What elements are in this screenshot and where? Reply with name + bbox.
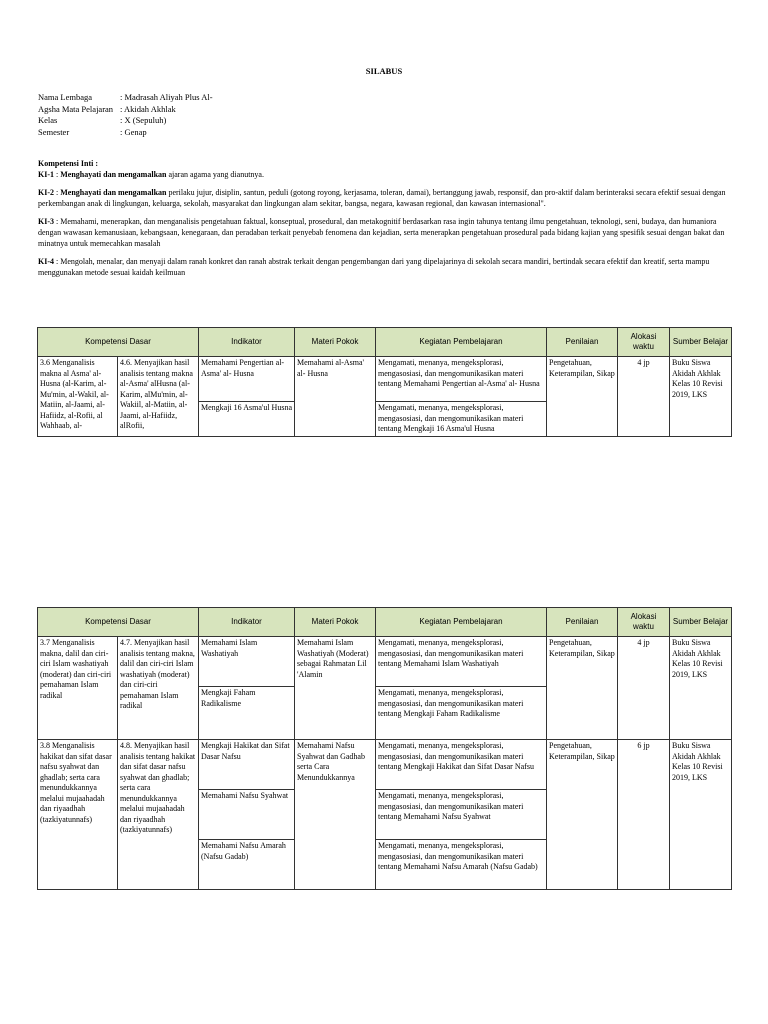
ki-1-bold: Menghayati dan mengamalkan xyxy=(60,170,167,179)
identity-row-semester xyxy=(38,127,270,139)
indikator-cell: Mengkaji 16 Asma'ul Husna xyxy=(199,402,295,437)
syllabus-table-1 xyxy=(37,327,732,437)
materi-cell: Memahami Islam Washatiyah (Moderat) sebagai Rahmatan Lil 'Alamin xyxy=(295,637,376,740)
sumber-cell: Buku Siswa Akidah Akhlak Kelas 10 Revisi 2019, LKS xyxy=(670,740,732,890)
document-title: SILABUS xyxy=(365,66,403,76)
kd3-cell: 3.8 Menganalisis hakikat dan sifat dasar nafsu syahwat dan ghadlab; serta cara menundukkannya melalui mujaahadah dan riyaadhah (tazkiyatunnafs) xyxy=(38,740,118,890)
sumber-cell: Buku Siswa Akidah Akhlak Kelas 10 Revisi 2019, LKS xyxy=(670,637,732,740)
header-indikator: Indikator xyxy=(199,328,295,357)
identity-row-kelas xyxy=(38,115,270,127)
alokasi-cell: 4 jp xyxy=(618,357,670,437)
kd3-cell: 3.6 Menganalisis makna al Asma' al-Husna (al-Karim, al-Mu'min, al-Wakil, al-Matiin, al-Jaami, al-Hafiidz, al-Rofii, al Wahhaab, al- xyxy=(38,357,118,437)
identity-label: Kelas xyxy=(38,115,58,125)
indikator-cell: Memahami Pengertian al- Asma' al- Husna xyxy=(199,357,295,402)
ki-2-code: KI-2 xyxy=(38,188,54,197)
table-header-row xyxy=(38,328,732,357)
header-penilaian: Penilaian xyxy=(547,328,618,357)
ki-1-code: KI-1 xyxy=(38,170,54,179)
identity-row-lembaga xyxy=(38,92,270,104)
identity-label: Semester xyxy=(38,126,70,137)
identity-label: Agsha Mata Pelajaran xyxy=(38,103,114,114)
ki-3-paragraph xyxy=(38,216,730,249)
kegiatan-cell: Mengamati, menanya, mengeksplorasi, mengasosiasi, dan mengomunikasikan materi tentang Memahami Islam Washatiyah xyxy=(376,637,547,687)
header-indikator: Indikator xyxy=(199,608,295,637)
penilaian-cell: Pengetahuan, Keterampilan, Sikap xyxy=(547,740,618,890)
ki-3-text: : Memahami, menerapkan, dan menganalisis pengetahuan faktual, konseptual, prosedural, dan metakognitif berdasarkan rasa ingin tahunya tentang ilmu pengetahuan, teknologi, seni, budaya, dan humaniora dengan wawasan kemanusiaan, kebangsaan, kenegaraan, dan peradaban terkait penyebab fenomena dan kejadian, serta menerapkan pengetahuan prosedural pada bidang kajian yang spesifik sesuai dengan bakat dan minatnya untuk memecahkan masalah xyxy=(38,217,725,248)
identity-value: : Akidah Akhlak xyxy=(120,103,176,114)
header-alokasi: Alokasi waktu xyxy=(618,608,670,637)
identity-label: Nama Lembaga xyxy=(38,92,93,102)
kegiatan-cell: Mengamati, menanya, mengeksplorasi, mengasosiasi, dan mengomunikasikan materi tentang Memahami Nafsu Amarah (Nafsu Gadab) xyxy=(376,840,547,890)
indikator-cell: Mengkaji Faham Radikalisme xyxy=(199,687,295,740)
materi-cell: Memahami Nafsu Syahwat dan Gadhab serta Cara Menundukkannya xyxy=(295,740,376,890)
identity-value: : Genap xyxy=(120,126,147,137)
header-materi-pokok: Materi Pokok xyxy=(295,328,376,357)
indikator-cell: Mengkaji Hakikat dan Sifat Dasar Nafsu xyxy=(199,740,295,790)
header-alokasi: Alokasi waktu xyxy=(618,328,670,357)
ki-3-code: KI-3 xyxy=(38,217,54,226)
ki-4-paragraph xyxy=(38,256,730,278)
alokasi-cell: 6 jp xyxy=(618,740,670,890)
kegiatan-cell: Mengamati, menanya, mengeksplorasi, mengasosiasi, dan mengomunikasikan materi tentang Memahami Nafsu Syahwat xyxy=(376,790,547,840)
ki-4-text: : Mengolah, menalar, dan menyaji dalam ranah konkret dan ranah abstrak terkait dengan pengembangan dari yang dipelajarinya di sekolah secara mandiri, bertindak secara efektif dan kreatif, serta mampu menggunakan metode sesuai kaidah keilmuan xyxy=(38,257,710,277)
kegiatan-cell: Mengamati, menanya, mengeksplorasi, mengasosiasi, dan mengomunikasikan materi tentang Mengkaji 16 Asma'ul Husna xyxy=(376,402,547,437)
ki-2-paragraph: KI-2 : Menghayati dan mengamalkan perilaku jujur, disiplin, santun, peduli (gotong royong, kerjasama, toleran, damai), bertanggung jawab, responsif, dan pro-aktif dalam berinteraksi secara efektif sesuai dengan perkembangan anak di lingkungan, keluarga, sekolah, masyarakat dan lingkungan alam sekitar, bangsa, negara, kawasan regional, dan kawasan internasional". xyxy=(38,188,726,208)
header-kegiatan: Kegiatan Pembelajaran xyxy=(376,328,547,357)
header-kompetensi-dasar: Kompetensi Dasar xyxy=(38,608,199,637)
ki-1-text: ajaran agama yang dianutnya. xyxy=(168,170,264,179)
penilaian-cell: Pengetahuan, Keterampilan, Sikap xyxy=(547,637,618,740)
kegiatan-cell: Mengamati, menanya, mengeksplorasi, mengasosiasi, dan mengomunikasikan materi tentang Mengkaji Faham Radikalisme xyxy=(376,687,547,740)
identity-value: : Madrasah Aliyah Plus Al- xyxy=(120,92,213,102)
penilaian-cell: Pengetahuan, Keterampilan, Sikap xyxy=(547,357,618,437)
kd3-cell: 3.7 Menganalisis makna, dalil dan ciri-ciri Islam washatiyah (moderat) dan ciri-ciri pemahaman Islam radikal xyxy=(38,637,118,740)
table-header-row xyxy=(38,608,732,637)
table-row xyxy=(38,637,732,687)
header-materi-pokok: Materi Pokok xyxy=(295,608,376,637)
header-kompetensi-dasar: Kompetensi Dasar xyxy=(38,328,199,357)
kd4-cell: 4.8. Menyajikan hasil analisis tentang hakikat dan sifat dasar nafsu syahwat dan ghadlab; serta cara menundukkannya melalui mujaahadah dan riyaadhah (tazkiyatunnafs) xyxy=(118,740,199,890)
ki-1-paragraph: KI-1 : Menghayati dan mengamalkan ajaran agama yang dianutnya. xyxy=(38,170,264,179)
table-row xyxy=(38,740,732,790)
indikator-cell: Memahami Nafsu Amarah (Nafsu Gadab) xyxy=(199,840,295,890)
ki-4-code: KI-4 xyxy=(38,257,54,266)
ki-2-text: perilaku jujur, disiplin, santun, peduli (gotong royong, kerjasama, toleran, damai), bertanggung jawab, responsif, dan pro-aktif dalam berinteraksi secara efektif sesuai dengan perkembangan anak di lingkungan, keluarga, sekolah, masyarakat dan lingkungan alam sekitar, bangsa, negara, kawasan regional, dan kawasan internasional". xyxy=(38,188,726,208)
materi-cell: Memahami al-Asma' al- Husna xyxy=(295,357,376,437)
sumber-cell: Buku Siswa Akidah Akhlak Kelas 10 Revisi 2019, LKS xyxy=(670,357,732,437)
indikator-cell: Memahami Islam Washatiyah xyxy=(199,637,295,687)
kompetensi-inti-section xyxy=(38,158,730,285)
syllabus-table-2 xyxy=(37,607,732,890)
header-sumber: Sumber Belajar xyxy=(670,328,732,357)
header-penilaian: Penilaian xyxy=(547,608,618,637)
ki-heading: Kompetensi Inti : xyxy=(38,159,98,168)
kegiatan-cell: Mengamati, menanya, mengeksplorasi, mengasosiasi, dan mengomunikasikan materi tentang Mengkaji Hakikat dan Sifat Dasar Nafsu xyxy=(376,740,547,790)
identity-row-mapel xyxy=(38,104,270,116)
indikator-cell: Memahami Nafsu Syahwat xyxy=(199,790,295,840)
ki-2-bold: Menghayati dan mengamalkan xyxy=(60,188,167,197)
kegiatan-cell: Mengamati, menanya, mengeksplorasi, mengasosiasi, dan mengomunikasikan materi tentang Memahami Pengertian al-Asma' al- Husna xyxy=(376,357,547,402)
alokasi-cell: 4 jp xyxy=(618,637,670,740)
table-row xyxy=(38,357,732,402)
header-kegiatan: Kegiatan Pembelajaran xyxy=(376,608,547,637)
kd4-cell: 4.7. Menyajikan hasil analisis tentang makna, dalil dan ciri-ciri Islam washatiyah (moderat) dan ciri-ciri pemahaman Islam radikal xyxy=(118,637,199,740)
kd4-cell: 4.6. Menyajikan hasil analisis tentang makna al-Asma' alHusna (al-Karim, alMu'min, al-Wakiil, al-Matiin, al-Jaami, al-Hafiidz, alRofii, xyxy=(118,357,199,437)
identity-value: : X (Sepuluh) xyxy=(120,115,167,125)
identity-block xyxy=(38,92,270,138)
header-sumber: Sumber Belajar xyxy=(670,608,732,637)
